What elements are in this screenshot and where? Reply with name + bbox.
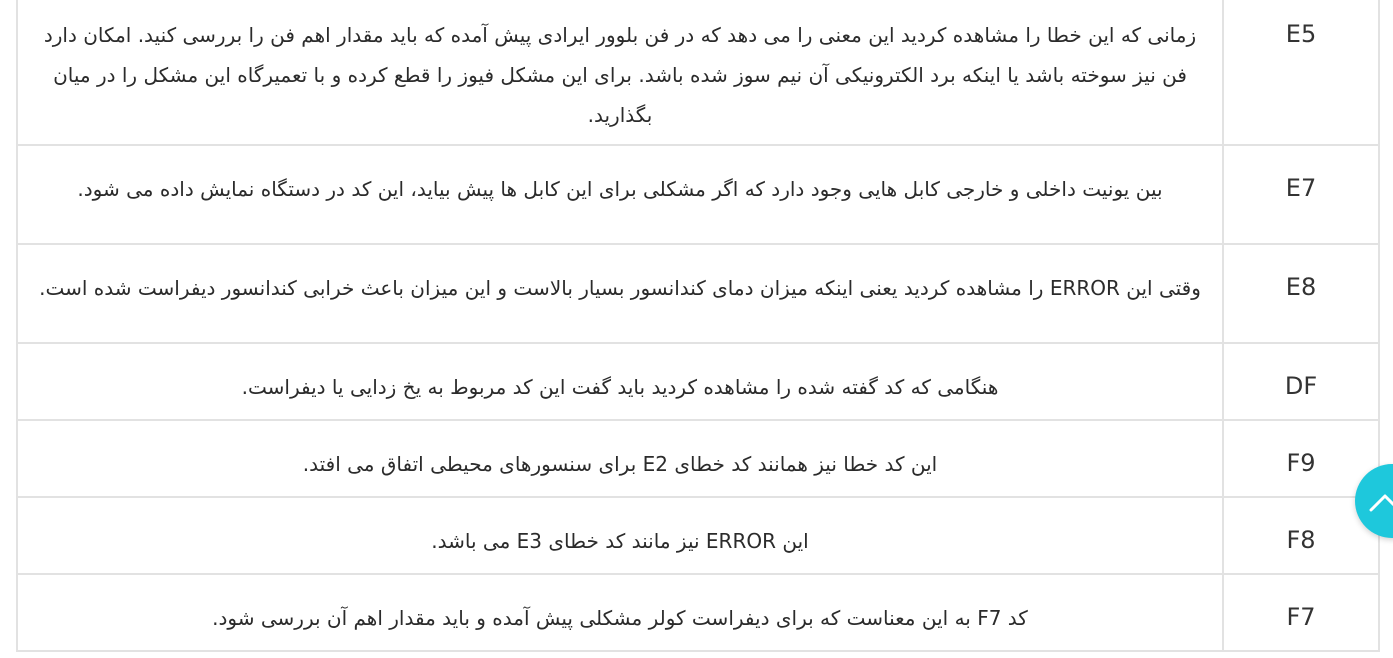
error-description: وقتی این ERROR را مشاهده کردید یعنی اینکه میزان دمای کندانسور بسیار بالاست و این میزان باعث خرابی کندانسور دیفراست شده است. (17, 244, 1223, 343)
table-row (17, 497, 1379, 574)
error-code: F8 (1223, 497, 1379, 574)
table-row (17, 145, 1379, 244)
error-code: E7 (1223, 145, 1379, 244)
table-row (17, 420, 1379, 497)
error-codes-table (16, 0, 1380, 652)
table-row (17, 0, 1379, 145)
error-description: زمانی که این خطا را مشاهده کردید این معنی را می دهد که در فن بلوور ایرادی پیش آمده که باید مقدار اهم فن را بررسی کنید. امکان دارد فن نیز سوخته باشد یا اینکه برد الکترونیکی آن نیم سوز شده باشد. برای این مشکل فیوز را قطع کرده و با تعمیرگاه این مشکل را در میان بگذارید. (17, 0, 1223, 145)
error-description: کد F7 به این معناست که برای دیفراست کولر مشکلی پیش آمده و باید مقدار اهم آن بررسی شود. (17, 574, 1223, 651)
error-description: این کد خطا نیز همانند کد خطای E2 برای سنسورهای محیطی اتفاق می افتد. (17, 420, 1223, 497)
table-row (17, 244, 1379, 343)
error-code: DF (1223, 343, 1379, 420)
error-code: E8 (1223, 244, 1379, 343)
error-description: هنگامی که کد گفته شده را مشاهده کردید باید گفت این کد مربوط به یخ زدایی یا دیفراست. (17, 343, 1223, 420)
error-description: این ERROR نیز مانند کد خطای E3 می باشد. (17, 497, 1223, 574)
table-row (17, 343, 1379, 420)
chevron-up-icon (1365, 486, 1393, 516)
error-code: E5 (1223, 0, 1379, 145)
error-code: F7 (1223, 574, 1379, 651)
error-description: بین یونیت داخلی و خارجی کابل هایی وجود دارد که اگر مشکلی برای این کابل ها پیش بیاید، این کد در دستگاه نمایش داده می شود. (17, 145, 1223, 244)
table-row (17, 574, 1379, 651)
error-code: F9 (1223, 420, 1379, 497)
